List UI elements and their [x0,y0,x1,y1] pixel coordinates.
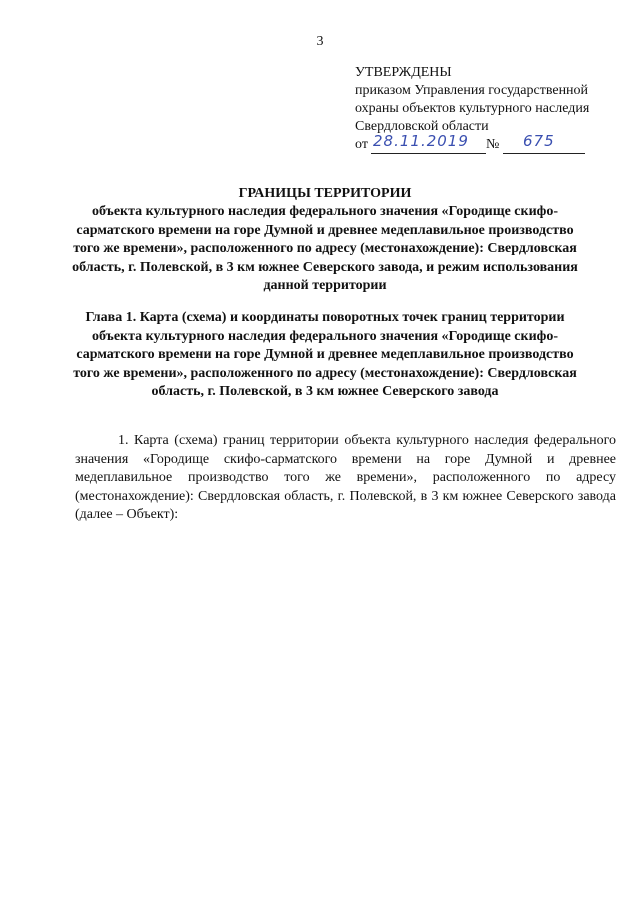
approval-heading: УТВЕРЖДЕНЫ [355,65,452,80]
number-prefix: № [486,137,500,152]
approval-signature-row [355,132,635,156]
chapter-heading: Глава 1. Карта (схема) и координаты поворотных точек границ территории объекта культурного наследия федерального значения «Городище скифо-сарматского времени на горе Думной и древнее медеплавильное производство того же времени», расположенного по адресу (местонахождение): Свердловская область, г. Полевской, в 3 км южнее Северского завода [73,310,577,399]
approval-line-1: приказом Управления государственной [355,83,589,98]
document-subtitle: объекта культурного наследия федерального значения «Городище скифо-сарматского времени на горе Думной и древнее медеплавильное производство того же времени», расположенного по адресу (местонахождение): Свердловская область, г. Полевской, в 3 км южнее Северского завода, и режим использования данной территории [72,204,578,293]
approval-block [355,64,635,156]
date-prefix: от [355,137,368,152]
handwritten-date: 28.11.2019 [373,132,469,150]
document-title: ГРАНИЦЫ ТЕРРИТОРИИ [238,186,412,201]
paragraph-1: 1. Карта (схема) границ территории объекта культурного наследия федерального значения «Городище скифо-сарматского времени на горе Думной и древнее медеплавильное производство того же времени», расположенного по адресу (местонахождение): Свердловская область, г. Полевской, в 3 км южнее Северского завода (далее – Объект): [75,433,616,522]
approval-line-2: охраны объектов культурного наследия [355,101,590,116]
page-number: 3 [316,34,324,49]
handwritten-number: 675 [523,132,555,150]
approval-line-3: Свердловской области [355,119,489,134]
